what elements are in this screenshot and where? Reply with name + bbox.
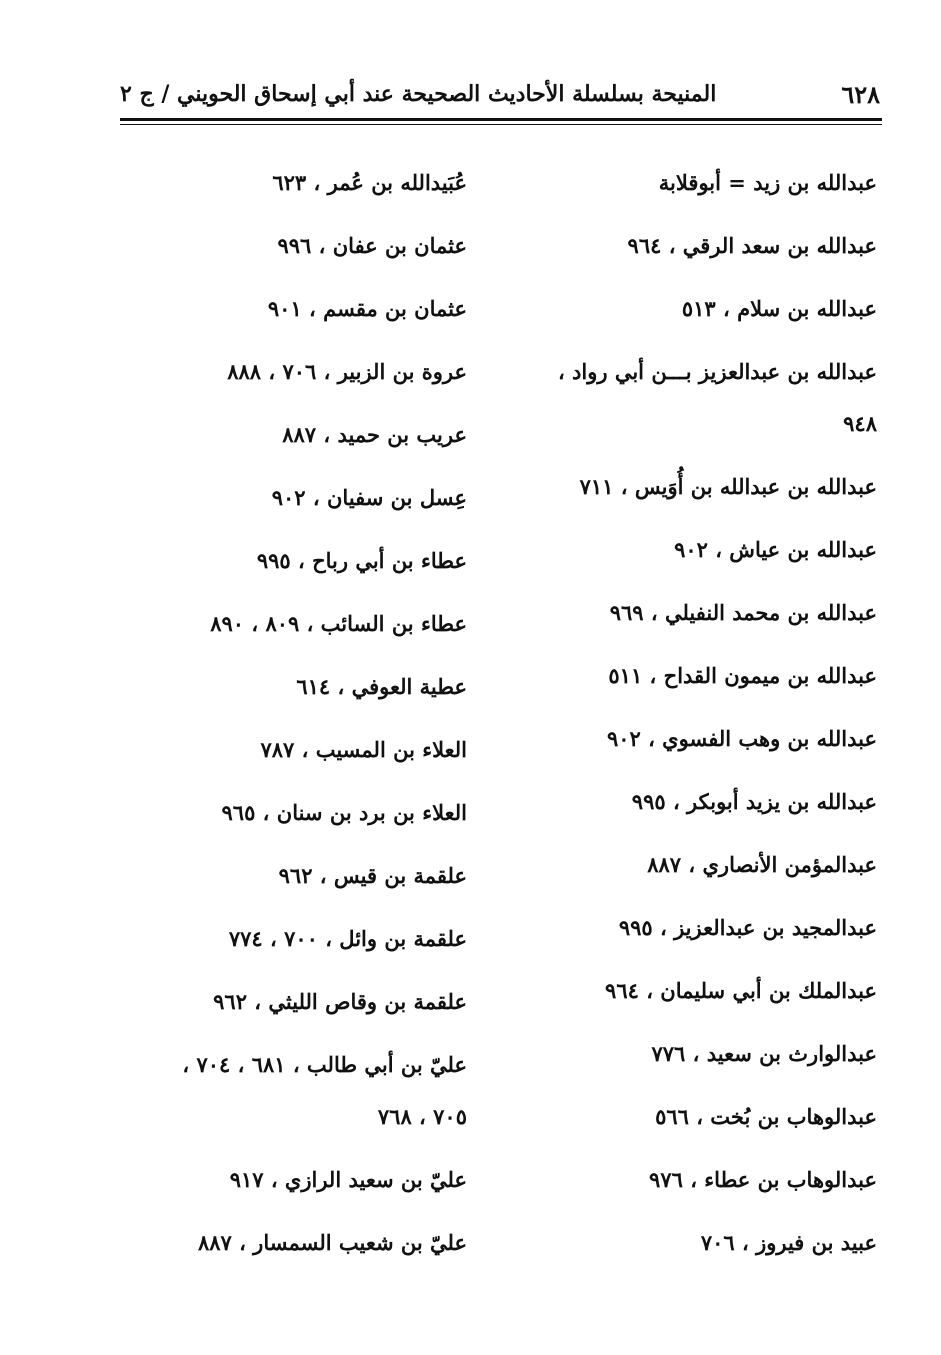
index-entry: عبدالله بن يزيد أبوبكر ، ٩٩٥ bbox=[631, 789, 877, 814]
page-number: ٦٢٨ bbox=[841, 79, 880, 109]
index-column-left bbox=[95, 168, 467, 1291]
index-entry-continuation: ٧٠٥ ، ٧٦٨ bbox=[377, 1104, 467, 1129]
index-entry: عبدالملك بن أبي سليمان ، ٩٦٤ bbox=[605, 978, 877, 1003]
index-entry: عبدالله بن عياش ، ٩٠٢ bbox=[674, 537, 877, 562]
index-entry: العلاء بن برد بن سنان ، ٩٦٥ bbox=[221, 800, 467, 825]
index-entry: عبدالوهاب بن بُخت ، ٥٦٦ bbox=[655, 1104, 877, 1129]
page-header bbox=[120, 74, 880, 114]
index-entry: علقمة بن وائل ، ٧٠٠ ، ٧٧٤ bbox=[228, 926, 467, 951]
index-entry: علقمة بن وقاص الليثي ، ٩٦٢ bbox=[213, 989, 467, 1014]
index-entry: عبدالله بن عبدالعزيز بـــن أبي رواد ، ٩٤٨ bbox=[517, 357, 877, 439]
index-entry: عبدالله بن محمد النفيلي ، ٩٦٩ bbox=[609, 600, 877, 625]
index-entry-continuation: ٩٤٨ bbox=[843, 411, 877, 436]
index-entry: عثمان بن عفان ، ٩٩٦ bbox=[277, 233, 467, 258]
index-entry: علقمة بن قيس ، ٩٦٢ bbox=[278, 863, 467, 888]
index-entry: عبدالله بن سعد الرقي ، ٩٦٤ bbox=[627, 233, 877, 258]
index-entry: عطاء بن السائب ، ٨٠٩ ، ٨٩٠ bbox=[210, 611, 467, 636]
index-entry: عطاء بن أبي رباح ، ٩٩٥ bbox=[256, 548, 467, 573]
running-title: المنيحة بسلسلة الأحاديث الصحيحة عند أبي إسحاق الحويني / ج ٢ bbox=[120, 81, 717, 107]
index-entry: عليّ بن أبي طالب ، ٦٨١ ، ٧٠٤ ، ٧٠٥ ، ٧٦٨ bbox=[95, 1050, 467, 1132]
index-entry: عُبَيدالله بن عُمر ، ٦٢٣ bbox=[272, 170, 467, 195]
index-entry: عبدالوارث بن سعيد ، ٧٧٦ bbox=[651, 1041, 877, 1066]
index-entry: عبدالله بن زيد = أبوقلابة bbox=[658, 170, 877, 195]
index-entry: عِسل بن سفيان ، ٩٠٢ bbox=[271, 485, 467, 510]
index-entry: عروة بن الزبير ، ٧٠٦ ، ٨٨٨ bbox=[227, 359, 467, 384]
index-entry: عبدالله بن سلام ، ٥١٣ bbox=[681, 296, 877, 321]
index-entry: عثمان بن مقسم ، ٩٠١ bbox=[267, 296, 467, 321]
index-entry: عطية العوفي ، ٦١٤ bbox=[296, 674, 467, 699]
index-entry: عريب بن حميد ، ٨٨٧ bbox=[282, 422, 467, 447]
index-entry: عليّ بن شعيب السمسار ، ٨٨٧ bbox=[197, 1230, 467, 1255]
index-entry: العلاء بن المسيب ، ٧٨٧ bbox=[260, 737, 467, 762]
index-entry: عبيد بن فيروز ، ٧٠٦ bbox=[700, 1230, 877, 1255]
header-rule-thin bbox=[120, 124, 882, 125]
index-column-right bbox=[517, 168, 877, 1291]
index-entry: عليّ بن سعيد الرازي ، ٩١٧ bbox=[229, 1167, 467, 1192]
index-entry: عبدالله بن ميمون القداح ، ٥١١ bbox=[608, 663, 877, 688]
header-rule-thick bbox=[120, 118, 882, 121]
index-entry: عبدالله بن عبدالله بن أُوَيس ، ٧١١ bbox=[579, 474, 877, 499]
index-entry: عبدالمؤمن الأنصاري ، ٨٨٧ bbox=[647, 852, 877, 877]
index-entry: عبدالله بن وهب الفسوي ، ٩٠٢ bbox=[606, 726, 877, 751]
index-entry: عبدالمجيد بن عبدالعزيز ، ٩٩٥ bbox=[618, 915, 877, 940]
index-entry: عبدالوهاب بن عطاء ، ٩٧٦ bbox=[649, 1167, 877, 1192]
